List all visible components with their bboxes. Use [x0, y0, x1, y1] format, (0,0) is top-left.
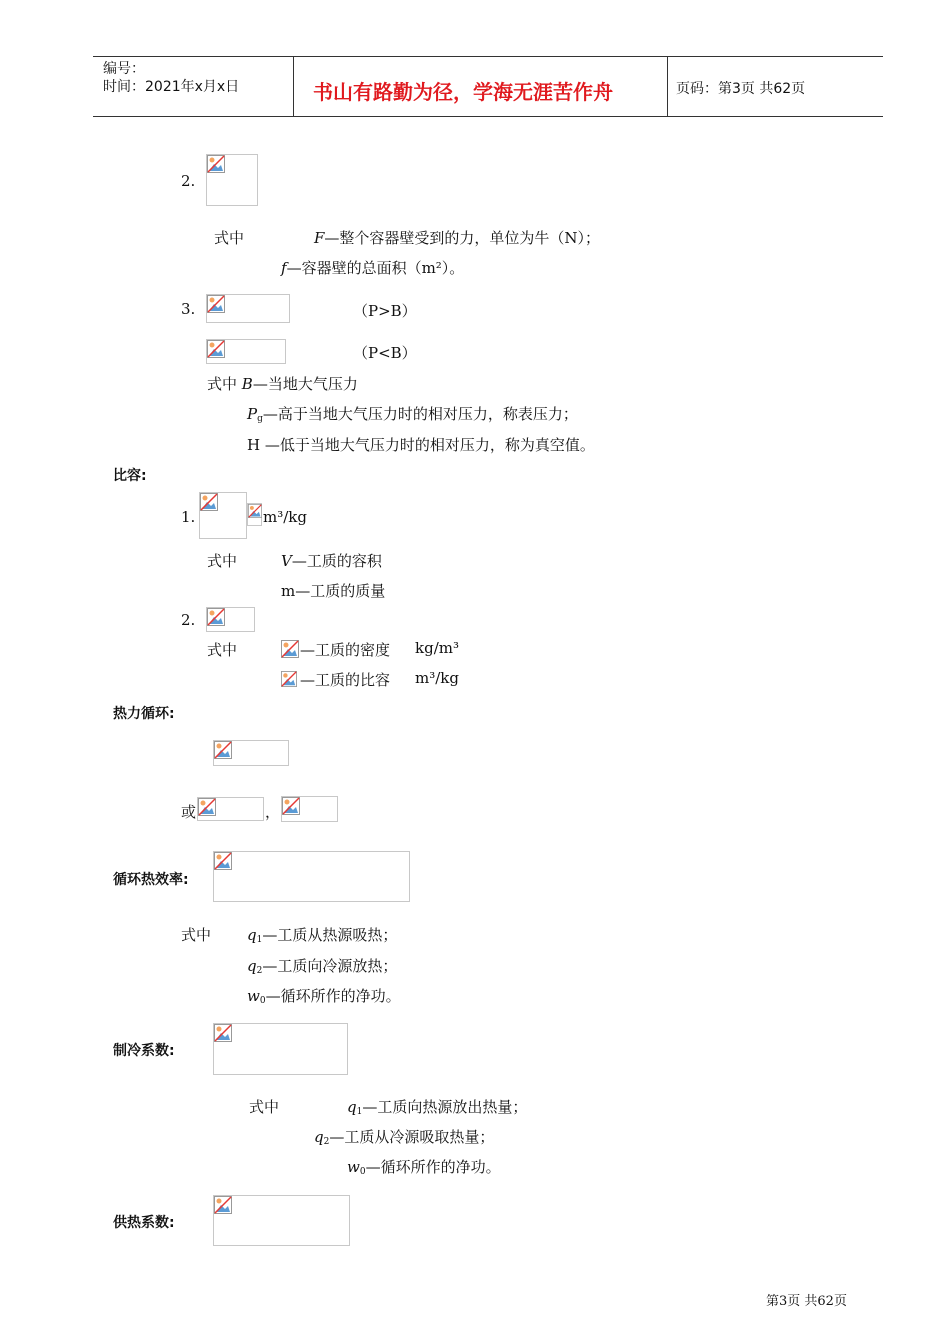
formula-image: [247, 503, 262, 526]
header-motto: 书山有路勤为径，学海无涯苦作舟: [313, 80, 613, 104]
v-symbol-image: [281, 671, 298, 689]
shizhong-label: 式中: [181, 926, 212, 944]
broken-image-icon: [214, 1024, 232, 1042]
formula-image: [213, 1023, 348, 1075]
formula-image: [281, 796, 338, 822]
q1-definition: $q_1—$工质从热源吸热；: [247, 926, 398, 945]
rho-unit: kg/m³: [415, 639, 459, 657]
broken-image-icon: [214, 1196, 232, 1214]
header-time-label: 时间：2021年x月x日: [103, 79, 240, 95]
broken-image-icon: [214, 741, 232, 759]
footer-page-number: 第3页 共62页: [766, 1294, 847, 1309]
F-definition: F—整个容器壁受到的力，单位为牛（N）；: [314, 229, 601, 247]
rho-definition: —工质的密度: [300, 641, 391, 659]
shizhong-label: 式中: [214, 229, 245, 247]
item-number: 2.: [181, 611, 196, 629]
H-definition: H —低于当地大气压力时的相对压力，称为真空值。: [247, 436, 595, 454]
comma: ，: [265, 803, 281, 821]
section-heading-efficiency: 循环热效率:: [113, 872, 189, 888]
shizhong-label: 式中: [207, 552, 238, 570]
broken-image-icon: [198, 798, 216, 816]
broken-image-icon: [207, 608, 225, 626]
item-number: 3.: [181, 300, 196, 318]
broken-image-icon: [281, 671, 297, 687]
formula-image: [213, 851, 410, 902]
broken-image-icon: [207, 340, 225, 358]
V-definition: V—工质的容积: [281, 552, 382, 570]
shizhong-label: 式中: [207, 641, 238, 659]
formula-image: [206, 607, 255, 632]
item-number: 2.: [181, 172, 196, 190]
shizhong-label: 式中: [249, 1098, 280, 1116]
section-heading-specific-volume: 比容:: [113, 468, 147, 484]
or-label: 或: [181, 803, 197, 821]
condition-p-less-b: （P<B）: [353, 344, 417, 362]
formula-image: [206, 154, 258, 206]
header-page-label: 页码：第3页 共62页: [676, 81, 806, 97]
header-divider-right: [667, 56, 668, 116]
v-unit: m³/kg: [415, 669, 459, 687]
f-definition: f—容器壁的总面积（m²）。: [281, 259, 465, 277]
m-definition: m—工质的质量: [281, 582, 386, 600]
unit-label: m³/kg: [263, 508, 307, 526]
section-heading-refrigeration: 制冷系数:: [113, 1043, 175, 1059]
formula-image: [213, 1195, 350, 1246]
w0-definition: $w_0—$循环所作的净功。: [247, 987, 401, 1006]
formula-image: [199, 492, 247, 539]
formula-image: [206, 339, 286, 364]
B-definition: 式中 B—当地大气压力: [207, 375, 358, 393]
formula-image: [206, 294, 290, 323]
broken-image-icon: [281, 640, 299, 658]
header-top-rule: [93, 56, 883, 57]
header-bottom-rule: [93, 116, 883, 117]
condition-p-greater-b: （P>B）: [353, 302, 417, 320]
formula-image: [213, 740, 289, 766]
q2-definition: $q_2—$工质向冷源放热；: [247, 957, 398, 976]
broken-image-icon: [200, 493, 218, 511]
v-definition: —工质的比容: [300, 671, 391, 689]
broken-image-icon: [282, 797, 300, 815]
formula-image: [197, 797, 264, 821]
section-heading-heating: 供热系数:: [113, 1215, 175, 1231]
item-number: 1.: [181, 508, 196, 526]
Pg-definition: $P_g—$高于当地大气压力时的相对压力，称表压力；: [247, 405, 578, 424]
header-number-label: 编号：: [103, 61, 145, 77]
section-heading-cycle: 热力循环:: [113, 706, 175, 722]
broken-image-icon: [214, 852, 232, 870]
q1-definition: $q_1—$工质向热源放出热量；: [347, 1098, 528, 1117]
header-divider-left: [293, 56, 294, 116]
broken-image-icon: [207, 155, 225, 173]
rho-symbol-image: [281, 640, 300, 660]
broken-image-icon: [207, 295, 225, 313]
broken-image-icon: [248, 504, 262, 518]
q2-definition: $q_2—$工质从冷源吸取热量；: [314, 1128, 495, 1147]
w0-definition: $w_0—$循环所作的净功。: [347, 1158, 501, 1177]
